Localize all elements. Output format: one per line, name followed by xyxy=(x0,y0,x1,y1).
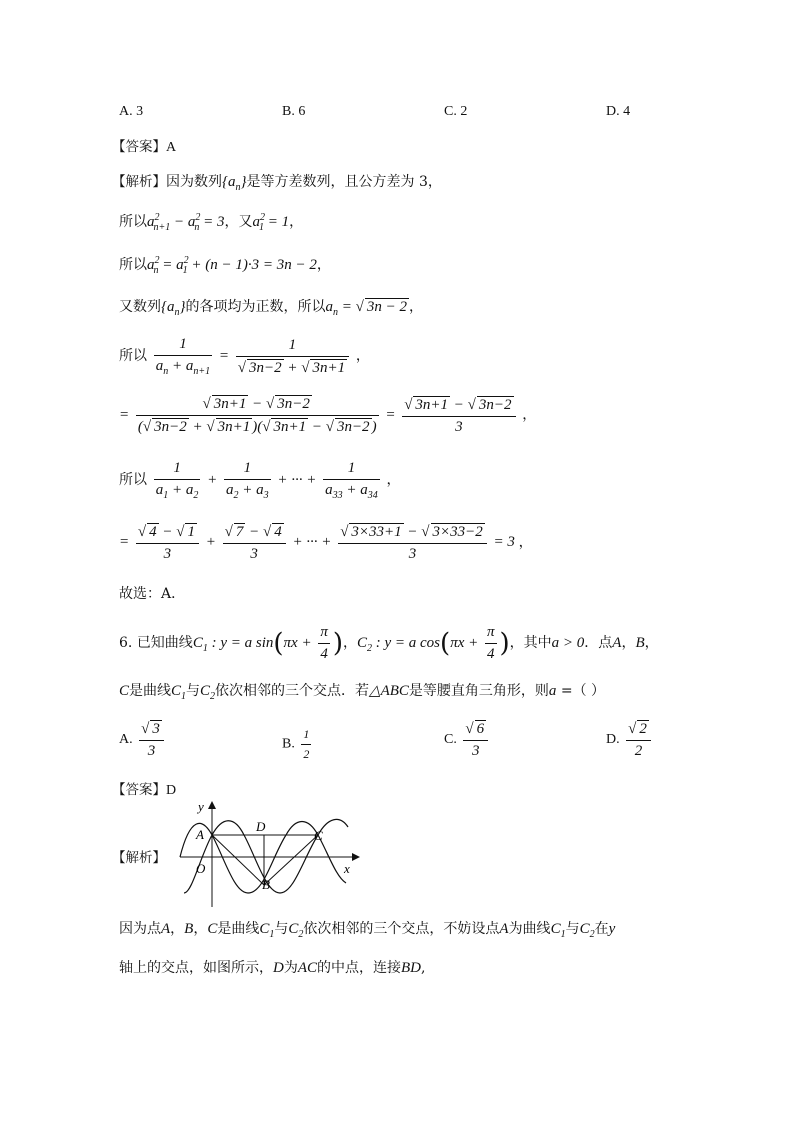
curve-c2: $C_2$ : y = a cos(πx + $\frac{\pi}{4}$ ) xyxy=(356,624,510,662)
text: 为 xyxy=(283,960,298,976)
so-text: 所以 xyxy=(119,471,147,488)
formula: = $\frac{√ 3n+1 - √ 3n-2}{(√ 3n-2 + √ 3n+1 )(√ 3n+1 - √ 3n-2 )}$ = $\frac{√ 3n+1 - √ 3n-2}{3}$ xyxy=(119,407,522,423)
option-letter: C. xyxy=(444,732,457,748)
option-letter: B. xyxy=(282,736,295,752)
sequence-symbol: $\{a_n\}$ xyxy=(161,299,186,318)
option-letter: A. xyxy=(119,732,133,748)
q6-stem-line-2: C是曲线$C_1$与$C_2$依次相邻的三个交点．若△ABC是等腰直角三角形，则a =（ ） xyxy=(119,683,606,702)
text: 与 xyxy=(565,921,580,937)
q6-option-a xyxy=(119,720,167,760)
formula: $a^2_n = a^2_1 + (n - 1)\cdot 3 = 3n - 2$ xyxy=(147,255,317,276)
point-label: A xyxy=(499,921,509,937)
answer-label: 【答案】 xyxy=(112,139,166,155)
point-label: A xyxy=(161,921,171,937)
text: 轴上的交点，如图所示， xyxy=(119,960,273,976)
sequence-symbol: $\{a_n\}$ xyxy=(222,174,247,193)
stem-text: 是等腰直角三角形，则 xyxy=(408,683,549,699)
stem-text: ．点 xyxy=(584,634,613,651)
point-label: B xyxy=(184,921,194,937)
stem-text: ，其中 xyxy=(509,634,552,651)
so-text: 所以 xyxy=(119,347,147,364)
curve-c1-label: $C_1$ xyxy=(550,921,566,940)
so-text: 所以 xyxy=(119,214,147,230)
option-a: A. 3 xyxy=(119,104,144,119)
stem-text: 依次相邻的三个交点．若 xyxy=(215,683,370,699)
q6-option-d xyxy=(606,720,654,760)
option-value: $\frac{1}{2}$ xyxy=(303,727,310,761)
question-number: 6. xyxy=(119,634,133,651)
formula: = $\frac{√ 4 - √ 1}{3}$ + $\frac{√ 7 - √ 4}{3}$ + ··· + $\frac{√ 3\times 33+1 - √ 3\times 33-2}{3}$ = 3 xyxy=(119,524,519,562)
option-value: $\frac{√ 2}{2}$ xyxy=(626,720,651,760)
answer-label: 【答案】 xyxy=(112,782,166,798)
formula-line-5: 所以 $\frac{1}{a_n + a_{n+1}}$ = $\frac{1}{√ 3n-2 + √ 3n+1}$ ， xyxy=(119,336,370,377)
label-x: x xyxy=(344,861,350,876)
point-label: B xyxy=(635,634,645,651)
formula-line-6: = $\frac{√ 3n+1 - √ 3n-2}{(√ 3n-2 + √ 3n+1 )(√ 3n+1 - √ 3n-2 )}$ = $\frac{√ 3n+1 - √ 3n-2}{3}$ ， xyxy=(119,396,537,435)
curve-c1: $C_1$ : y = a sin(πx + $\frac{\pi}{4}$ ) xyxy=(192,624,343,662)
unknown-a: a xyxy=(548,683,557,699)
point-label: D xyxy=(273,960,284,976)
analysis-label: 【解析】 xyxy=(112,174,166,190)
curve-c2-label: $C_2$ xyxy=(200,683,216,702)
q6-analysis-label: 【解析】 xyxy=(112,850,166,866)
answer-value: D xyxy=(166,783,177,798)
option-letter: D. xyxy=(606,732,620,748)
segment-label: BD xyxy=(401,960,422,976)
text: 与 xyxy=(274,921,289,937)
formula: $a^2_{n+1} - a^2_n = 3$ xyxy=(147,212,225,233)
answer-line xyxy=(112,135,176,156)
curve-c2-label: $C_2$ xyxy=(288,921,304,940)
formula-line-2: 所以$a^2_{n+1} - a^2_n = 3$，又$a^2_1 = 1$， xyxy=(119,212,304,233)
point-label: A xyxy=(612,634,622,651)
label-y: y xyxy=(198,799,204,814)
text: 依次相邻的三个交点，不妨设点 xyxy=(303,921,500,937)
label-a: A xyxy=(196,827,204,842)
q6-option-b xyxy=(282,727,314,762)
formula-line-8: = $\frac{√ 4 - √ 1}{3}$ + $\frac{√ 7 - √ 4}{3}$ + ··· + $\frac{√ 3\times 33+1 - √ 3\times 33-2}{3}$ = 3 ， xyxy=(119,524,533,562)
text: 因为点 xyxy=(119,921,161,937)
text: 在 xyxy=(594,921,609,937)
also-text: 又 xyxy=(238,214,253,230)
formula: $\frac{1}{a_n + a_{n+1}}$ = $\frac{1}{√ 3n-2 + √ 3n+1}$ xyxy=(147,348,356,364)
so-text: 所以 xyxy=(119,257,147,273)
q6-explain-line-2: 轴上的交点，如图所示，D为AC的中点，连接BD, xyxy=(119,960,426,976)
point-label: C xyxy=(119,683,130,699)
formula-line-3: 所以$a^2_n = a^2_1 + (n - 1)\cdot 3 = 3n - 2$， xyxy=(119,255,331,276)
stem-text: 与 xyxy=(186,683,201,699)
y-axis-arrow xyxy=(208,801,216,809)
curve-c2-label: $C_2$ xyxy=(579,921,595,940)
answer-blank: （ ） xyxy=(572,683,606,699)
segment-label: AC xyxy=(297,960,318,976)
point-label: C xyxy=(207,921,218,937)
label-b: B xyxy=(262,877,270,892)
label-c: C xyxy=(314,828,323,843)
q6-stem-line-1: 6. 已知曲线$C_1$ : y = a sin(πx + $\frac{\pi}{4}$ )，$C_2$ : y = a cos(πx + $\frac{\pi}{4}$ )，其中a > 0．点A，B， xyxy=(119,624,659,662)
condition: a > 0 xyxy=(551,634,585,651)
text: 为曲线 xyxy=(508,921,551,937)
q6-explain-line-1: 因为点A，B，C是曲线$C_1$与$C_2$依次相邻的三个交点，不妨设点A为曲线$C_1$与$C_2$在y xyxy=(119,921,616,940)
text: 又数列 xyxy=(119,299,161,315)
analysis-text: 是等方差数列，且公方差为 3， xyxy=(246,174,442,190)
q6-answer-line xyxy=(112,778,176,799)
formula: $a^2_1 = 1$ xyxy=(252,212,290,233)
stem-text: 已知曲线 xyxy=(136,634,193,651)
stem-text: 是曲线 xyxy=(129,683,172,699)
text: 的各项均为正数，所以 xyxy=(185,299,326,315)
x-axis-arrow xyxy=(352,853,360,861)
option-b: B. 6 xyxy=(282,104,306,119)
formula: $a_n$ = √ 3n − 2 xyxy=(325,299,407,318)
formula-line-7: 所以 $\frac{1}{a_1 + a_2}$ + $\frac{1}{a_2 + a_3}$ + ··· + $\frac{1}{a_{33} + a_{34}}$ ， xyxy=(119,460,401,501)
curve-c1-label: $C_1$ xyxy=(171,683,187,702)
label-o: O xyxy=(196,861,206,876)
curve-c1-label: $C_1$ xyxy=(259,921,275,940)
triangle-label: △ABC xyxy=(369,683,409,699)
conclusion: 故选：A． xyxy=(119,586,186,602)
option-d: D. 4 xyxy=(606,104,631,119)
segment-bc xyxy=(264,835,318,885)
option-value: $\frac{√ 3}{3}$ xyxy=(139,720,164,760)
option-c: C. 2 xyxy=(444,104,468,119)
option-value: $\frac{√ 6}{3}$ xyxy=(463,720,488,760)
label-d: D xyxy=(256,819,266,834)
answer-value: A xyxy=(166,140,177,155)
formula: $\frac{1}{a_1 + a_2}$ + $\frac{1}{a_2 + a_3}$ + ··· + $\frac{1}{a_{33} + a_{34}}$ xyxy=(155,460,378,501)
formula-line-4: 又数列$\{a_n\}$的各项均为正数，所以$a_n$ = √ 3n − 2 ， xyxy=(119,299,423,318)
q6-option-c xyxy=(444,720,491,760)
figure xyxy=(176,797,360,909)
analysis-text: 因为数列 xyxy=(166,174,222,190)
text: 的中点，连接 xyxy=(317,960,402,976)
analysis-line-1 xyxy=(112,170,442,193)
text: 是曲线 xyxy=(217,921,260,937)
axis-label: y xyxy=(608,921,616,937)
